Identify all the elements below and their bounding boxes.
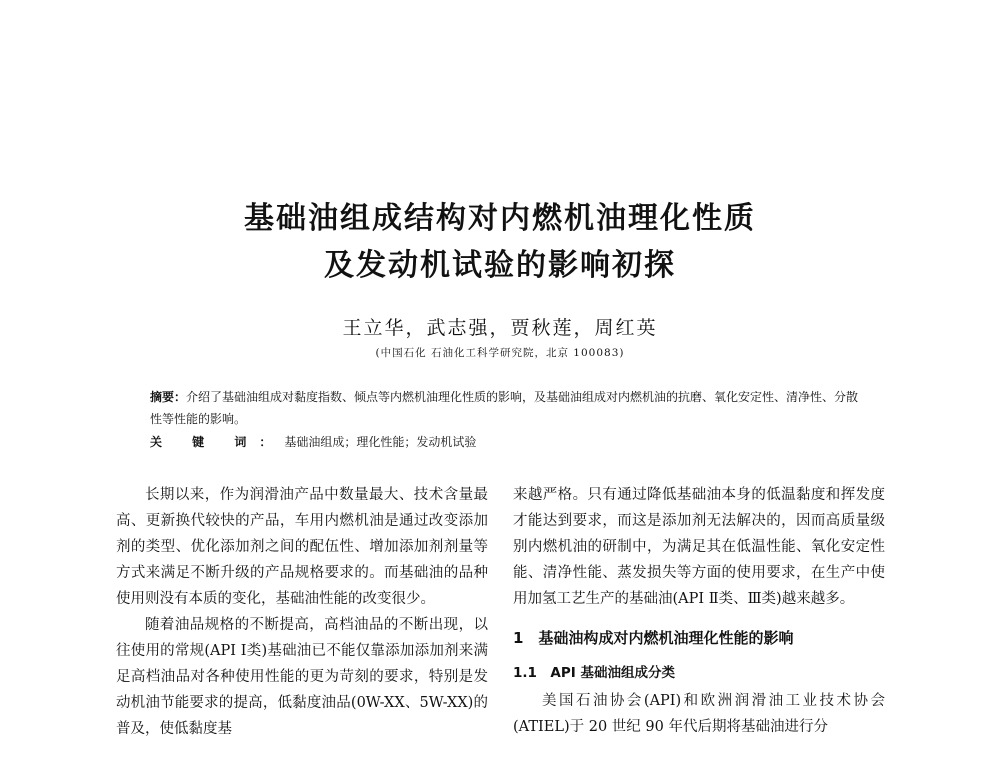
body-paragraph: 随着油品规格的不断提高，高档油品的不断出现，以往使用的常规(API Ⅰ类)基础油已不能仅靠添加添加剂来满足高档油品对各种使用性能的更为苛刻的要求，特别是发动机油节能要求的提高，低黏度油品(0W-XX、5W-XX)的普及，使低黏度基 bbox=[116, 617, 488, 737]
body-paragraph: 来越严格。只有通过降低基础油本身的低温黏度和挥发度才能达到要求，而这是添加剂无法解决的，因而高质量级别内燃机油的研制中，为满足其在低温性能、氧化安定性能、清净性能、蒸发损失等方面的使用要求，在生产中使用加氢工艺生产的基础油(API Ⅱ类、Ⅲ类)越来越多。 bbox=[513, 487, 885, 607]
affiliation: (中国石化 石油化工科学研究院，北京 100083) bbox=[375, 347, 625, 359]
body-column-right bbox=[513, 482, 885, 740]
keywords bbox=[150, 431, 860, 453]
paper-title-line-1: 基础油组成结构对内燃机油理化性质 bbox=[244, 201, 756, 236]
author-list: 王立华，武志强，贾秋莲，周红英 bbox=[342, 317, 658, 339]
section-heading: 1 基础油构成对内燃机油理化性能的影响 bbox=[513, 629, 794, 647]
body-paragraph: 美国石油协会(API)和欧洲润滑油工业技术协会(ATIEL)于 20 世纪 90 年代后期将基础油进行分 bbox=[513, 693, 885, 735]
body-column-left bbox=[116, 482, 488, 742]
abstract-label: 摘要： bbox=[150, 390, 187, 404]
paper-title-line-2: 及发动机试验的影响初探 bbox=[324, 248, 676, 283]
abstract bbox=[150, 386, 860, 430]
body-paragraph: 长期以来，作为润滑油产品中数量最大、技术含量最高、更新换代较快的产品，车用内燃机油是通过改变添加剂的类型、优化添加剂之间的配伍性、增加添加剂剂量等方式来满足不断升级的产品规格要求的。而基础油的品种使用则没有本质的变化，基础油性能的改变很少。 bbox=[116, 487, 488, 607]
subsection-heading: 1.1 API 基础油组成分类 bbox=[513, 665, 675, 681]
keywords-label: 关 键 词： bbox=[150, 435, 285, 449]
keywords-text: 基础油组成；理化性能；发动机试验 bbox=[284, 435, 477, 449]
abstract-text: 介绍了基础油组成对黏度指数、倾点等内燃机油理化性质的影响，及基础油组成对内燃机油的抗磨、氧化安定性、清净性、分散性等性能的影响。 bbox=[150, 390, 859, 426]
